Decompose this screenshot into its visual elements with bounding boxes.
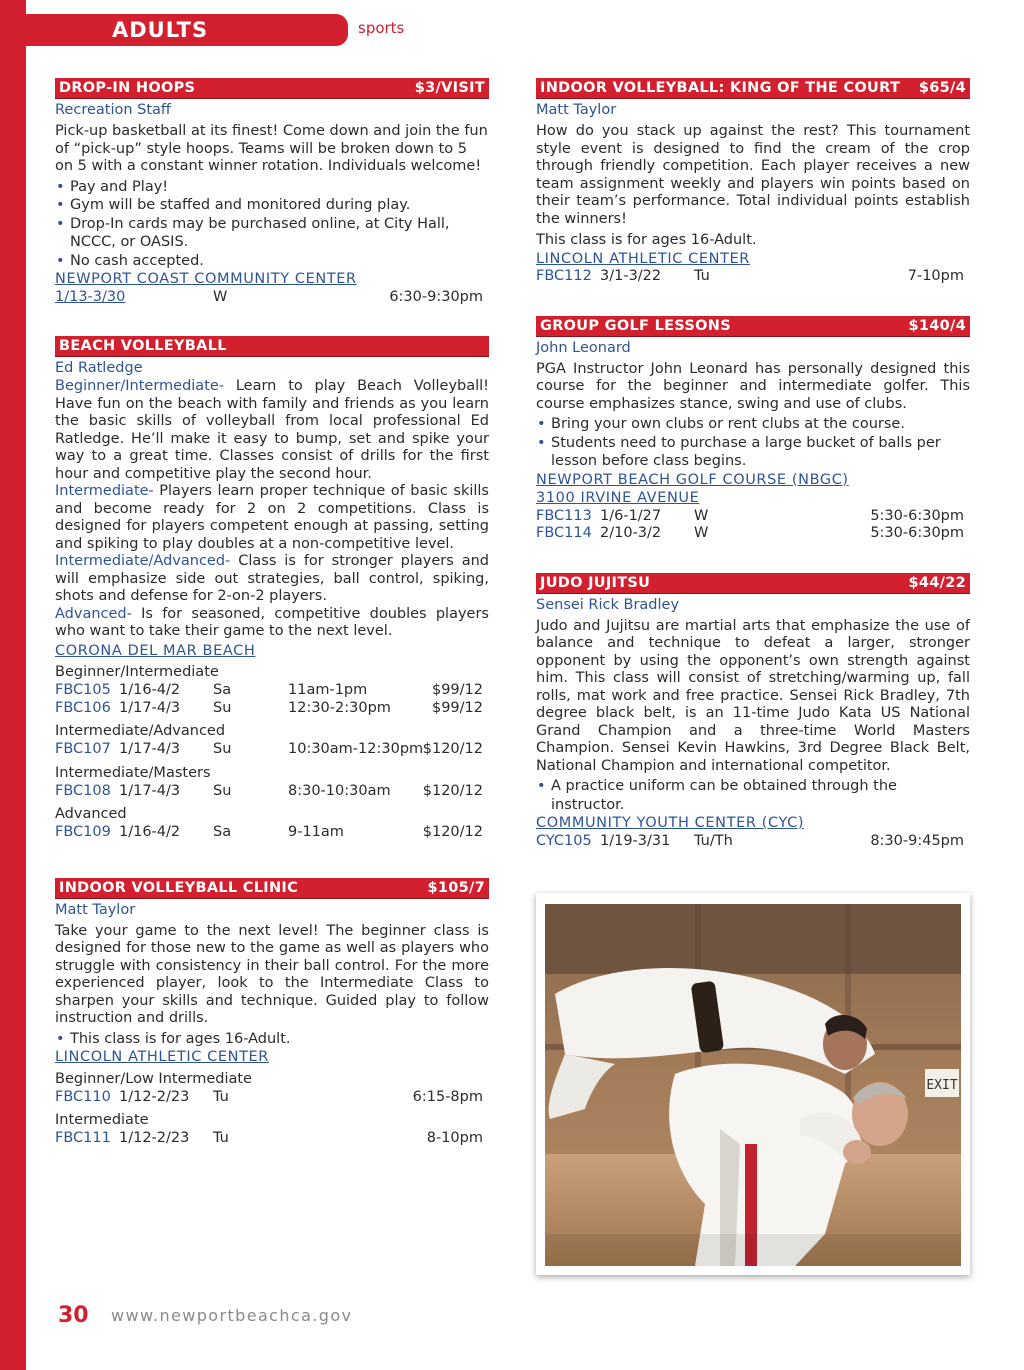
class-code[interactable]: FBC111 xyxy=(55,1130,111,1146)
address-link[interactable]: 3100 IRVINE AVENUE xyxy=(536,490,700,506)
schedule-row xyxy=(55,700,489,718)
schedule-time: 11am-1pm xyxy=(288,682,368,698)
page-edge-stripe xyxy=(0,0,26,1370)
class-price: $105/7 xyxy=(427,879,485,896)
class-title-bar xyxy=(536,316,970,336)
class-price: $44/22 xyxy=(908,574,966,591)
class-title: BEACH VOLLEYBALL xyxy=(59,338,227,354)
bullet-item: • Gym will be staffed and monitored during play. xyxy=(55,196,489,215)
schedule-dates[interactable]: 1/13-3/30 xyxy=(55,288,126,305)
schedule-row xyxy=(55,824,489,842)
left-column xyxy=(55,78,489,1169)
schedule-time: 8-10pm xyxy=(426,1130,483,1146)
schedule-fee: $120/12 xyxy=(422,741,483,757)
instructor-name: Sensei Rick Bradley xyxy=(536,596,680,613)
class-code[interactable]: FBC114 xyxy=(536,525,592,541)
group-name: Intermediate xyxy=(55,1112,149,1128)
schedule-row xyxy=(536,525,970,543)
schedule-row xyxy=(536,268,970,286)
group-name: Beginner/Low Intermediate xyxy=(55,1070,252,1087)
judo-photo-frame xyxy=(536,893,970,1275)
class-code[interactable]: FBC106 xyxy=(55,699,111,716)
schedule-dates: 1/12-2/23 xyxy=(119,1130,190,1146)
schedule-dates: 2/10-3/2 xyxy=(600,525,662,541)
bullet-item: • Bring your own clubs or rent clubs at the course. xyxy=(536,415,970,434)
bullet-list xyxy=(536,777,970,814)
schedule-row xyxy=(55,289,489,307)
class-code[interactable]: FBC112 xyxy=(536,268,592,284)
schedule-day: Sa xyxy=(213,824,232,840)
schedule-dates: 1/17-4/3 xyxy=(119,699,181,716)
schedule-day: W xyxy=(694,507,709,524)
class-title: INDOOR VOLLEYBALL CLINIC xyxy=(59,879,299,896)
schedule-dates: 1/16-4/2 xyxy=(119,824,181,840)
location-link[interactable]: CORONA DEL MAR BEACH xyxy=(55,642,256,659)
instructor-name: Recreation Staff xyxy=(55,102,171,118)
section-tab xyxy=(26,14,348,46)
right-column xyxy=(536,78,970,871)
schedule-row xyxy=(55,682,489,700)
class-price: $65/4 xyxy=(918,80,966,96)
class-description: Take your game to the next level! The beginner class is designed for those new to the game as well as players who struggle with consistency in their ball control. For the more experienced player, look to the Intermediate Class to sharpen your skills and technique. Guided play to follow instruction and drills. xyxy=(55,922,489,1026)
class-code[interactable]: FBC109 xyxy=(55,824,111,840)
schedule-day: Tu/Th xyxy=(694,832,733,849)
level-label: Intermediate/Advanced- xyxy=(55,553,231,569)
schedule-dates: 1/16-4/2 xyxy=(119,682,181,698)
page-number: 30 xyxy=(58,1303,89,1328)
class-title-bar xyxy=(55,78,489,98)
schedule-fee: $99/12 xyxy=(431,699,483,716)
schedule-time: 7-10pm xyxy=(907,268,964,284)
class-description: How do you stack up against the rest? This tournament style event is designed to find the cream of the crop through friendly competition. Each player receives a new team assignment weekly and players win points based on their team’s performance. Total individual points establish the winners! xyxy=(536,123,970,227)
bullet-item: • No cash accepted. xyxy=(55,252,489,271)
schedule-time: 6:30-9:30pm xyxy=(389,288,483,305)
schedule-dates: 1/12-2/23 xyxy=(119,1088,190,1105)
schedule-fee: $99/12 xyxy=(431,682,483,698)
instructor-name: Ed Ratledge xyxy=(55,360,143,376)
class-beach-volleyball xyxy=(55,336,489,842)
class-code[interactable]: FBC113 xyxy=(536,507,592,524)
schedule-fee: $120/12 xyxy=(422,824,483,840)
class-title: GROUP GOLF LESSONS xyxy=(540,317,731,334)
level-text: Players learn proper technique of basic skills and become ready for 2 on 2 competitions. Class is designed for players competent enough at passing, setting and spiking to play doubles at a non-competitive level. xyxy=(55,483,489,552)
schedule-day: Su xyxy=(213,741,232,757)
schedule-dates: 1/17-4/3 xyxy=(119,741,181,757)
level-text: Class is for stronger players and will emphasize side out strategies, ball control, spiking, shots and defense for 2-on-2 players. xyxy=(55,553,489,604)
schedule-fee: $120/12 xyxy=(422,782,483,799)
schedule-dates: 1/19-3/31 xyxy=(600,832,671,849)
class-judo-jujitsu xyxy=(536,573,970,851)
schedule-day: Sa xyxy=(213,682,232,698)
bullet-item: • This class is for ages 16-Adult. xyxy=(55,1030,489,1049)
group-name: Intermediate/Masters xyxy=(55,764,211,781)
level-label: Beginner/Intermediate- xyxy=(55,378,225,394)
group-name: Advanced xyxy=(55,806,127,822)
class-title: INDOOR VOLLEYBALL: KING OF THE COURT xyxy=(540,80,901,96)
class-code[interactable]: FBC105 xyxy=(55,682,111,698)
level-description xyxy=(55,378,489,483)
bullet-item: • Pay and Play! xyxy=(55,178,489,197)
level-description xyxy=(55,553,489,606)
schedule-day: Tu xyxy=(213,1130,229,1146)
class-title-bar xyxy=(536,78,970,98)
schedule-day: Su xyxy=(213,699,232,716)
schedule-day: Tu xyxy=(213,1088,229,1105)
bullet-item: • Drop-In cards may be purchased online, at City Hall, NCCC, or OASIS. xyxy=(55,215,470,252)
location-link[interactable]: LINCOLN ATHLETIC CENTER xyxy=(536,250,750,267)
schedule-time: 12:30-2:30pm xyxy=(288,699,391,716)
class-price: $140/4 xyxy=(908,317,966,334)
class-group-golf-lessons xyxy=(536,316,970,543)
schedule-time: 10:30am-12:30pm xyxy=(288,741,424,757)
class-code[interactable]: FBC107 xyxy=(55,741,111,757)
class-title-bar xyxy=(55,336,489,356)
bullet-list xyxy=(55,178,489,271)
section-title: ADULTS xyxy=(112,18,209,42)
schedule-dates: 1/17-4/3 xyxy=(119,782,181,799)
website-url[interactable]: www.newportbeachca.gov xyxy=(111,1306,353,1325)
class-code[interactable]: FBC108 xyxy=(55,782,111,799)
level-text: Learn to play Beach Volleyball! Have fun on the beach with family and friends as you learn the basic skills of volleyball from local professional Ed Ratledge. He’ll make it easy to bump, set and spike your way to a great time. Classes consist of drills for the first hour and competitive play the second hour. xyxy=(55,378,489,482)
class-description: Judo and Jujitsu are martial arts that emphasize the use of balance and technique to defeat a larger, stronger opponent by using the opponent’s own strength against him. This class will consist of stretching/warming up, fall rolls, mat work and free practice. Sensei Rick Bradley, 7th degree black belt, is an 11-time Judo Kata US National Grand Champion and a three-time World Masters Champion. Sensei Kevin Hawkins, 3rd Degree Black Belt, National Champion and international competitor. xyxy=(536,617,970,774)
instructor-name: Matt Taylor xyxy=(536,102,617,118)
location-link[interactable]: NEWPORT COAST COMMUNITY CENTER xyxy=(55,271,357,287)
location-link[interactable]: LINCOLN ATHLETIC CENTER xyxy=(55,1049,269,1065)
class-description: Pick-up basketball at its finest! Come down and join the fun of “pick-up” style hoops. Teams will be broken down to 5 on 5 with a constant winner rotation. Individuals welcome! xyxy=(55,123,488,174)
bullet-item: • A practice uniform can be obtained through the instructor. xyxy=(536,777,911,814)
class-title-bar xyxy=(536,573,970,593)
schedule-row xyxy=(55,1130,489,1148)
bullet-item: • Students need to purchase a large bucket of balls per lesson before class begins. xyxy=(536,434,951,471)
class-indoor-volleyball-clinic xyxy=(55,878,489,1148)
bullet-list xyxy=(55,1030,489,1049)
class-drop-in-hoops xyxy=(55,78,489,306)
bullet-list xyxy=(536,415,970,471)
judo-throw-photo xyxy=(545,904,961,1266)
class-note: This class is for ages 16-Adult. xyxy=(536,232,757,248)
class-price: $3/VISIT xyxy=(414,80,485,96)
instructor-name: Matt Taylor xyxy=(55,901,136,918)
schedule-row xyxy=(536,833,970,851)
location-link[interactable]: COMMUNITY YOUTH CENTER (CYC) xyxy=(536,815,805,831)
location-link[interactable]: NEWPORT BEACH GOLF COURSE (NBGC) xyxy=(536,471,849,488)
class-title-bar xyxy=(55,878,489,898)
schedule-time: 6:15-8pm xyxy=(412,1088,483,1105)
schedule-day: Su xyxy=(213,782,232,799)
schedule-day: W xyxy=(694,525,709,541)
instructor-name: John Leonard xyxy=(536,339,631,356)
class-code[interactable]: FBC110 xyxy=(55,1088,111,1105)
class-title: DROP-IN HOOPS xyxy=(59,80,196,96)
group-name: Beginner/Intermediate xyxy=(55,664,219,680)
schedule-time: 9-11am xyxy=(288,824,344,840)
schedule-row xyxy=(55,1089,489,1107)
group-name: Intermediate/Advanced xyxy=(55,723,226,739)
class-description: PGA Instructor John Leonard has personally designed this course for the beginner and intermediate golfer. This course emphasizes stance, swing and use of clubs. xyxy=(536,360,970,412)
schedule-row xyxy=(55,783,489,801)
class-king-of-the-court xyxy=(536,78,970,286)
category-label: sports xyxy=(358,19,405,37)
level-description xyxy=(55,483,489,553)
schedule-dates: 3/1-3/22 xyxy=(600,268,662,284)
schedule-day: W xyxy=(213,288,228,305)
schedule-time: 5:30-6:30pm xyxy=(870,525,964,541)
schedule-dates: 1/6-1/27 xyxy=(600,507,662,524)
schedule-day: Tu xyxy=(694,268,710,284)
schedule-time: 8:30-9:45pm xyxy=(870,832,964,849)
level-text: Is for seasoned, competitive doubles players who want to take their game to the next level. xyxy=(55,605,489,639)
schedule-row xyxy=(55,741,489,759)
level-label: Intermediate- xyxy=(55,483,154,499)
class-code[interactable]: CYC105 xyxy=(536,832,592,849)
class-title: JUDO JUJITSU xyxy=(540,574,651,591)
schedule-row xyxy=(536,508,970,526)
schedule-time: 5:30-6:30pm xyxy=(870,507,964,524)
schedule-time: 8:30-10:30am xyxy=(288,782,391,799)
level-label: Advanced- xyxy=(55,605,132,622)
exit-sign-text: EXIT xyxy=(926,1078,958,1093)
level-description xyxy=(55,606,489,641)
